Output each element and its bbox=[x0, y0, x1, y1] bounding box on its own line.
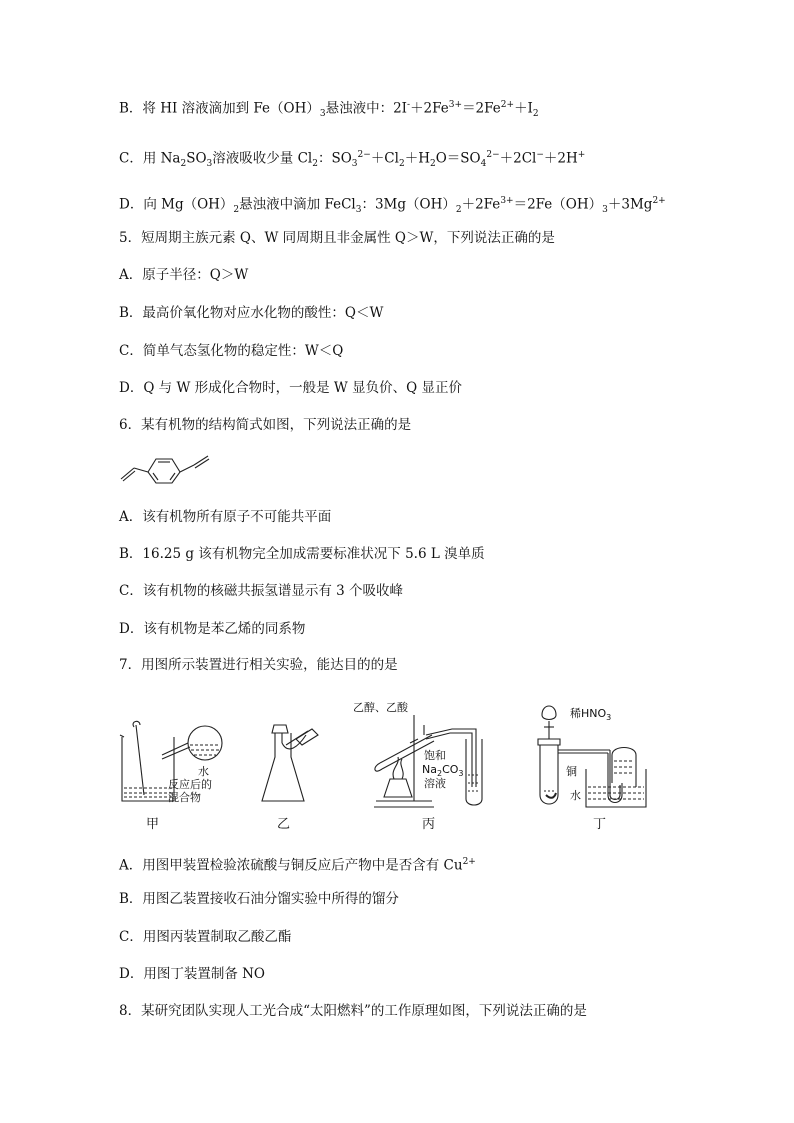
q6-option-d: D．该有机物是苯乙烯的同系物 bbox=[119, 621, 306, 637]
label-mixture-1: 反应后的 bbox=[168, 778, 212, 791]
label-dilute-hno3: 稀$HNO_3$ bbox=[570, 707, 612, 723]
q5-option-d: D．Q 与 W 形成化合物时，一般是 W 显负价、Q 显正价 bbox=[119, 380, 462, 396]
label-water-2: 水 bbox=[570, 789, 581, 802]
caption-bing: 丙 bbox=[422, 817, 436, 832]
label-reactants: 乙醇、乙酸 bbox=[353, 701, 408, 714]
q6-option-a: A．该有机物所有原子不可能共平面 bbox=[119, 509, 332, 525]
apparatus-figure bbox=[110, 695, 670, 835]
q5-option-b: B．最高价氧化物对应水化物的酸性：Q＜W bbox=[119, 305, 384, 321]
q8-stem: 8．某研究团队实现人工光合成“太阳燃料”的工作原理如图，下列说法正确的是 bbox=[119, 1003, 587, 1019]
label-water: 水 bbox=[198, 765, 209, 778]
q5-option-c: C．简单气态氢化物的稳定性：W＜Q bbox=[119, 343, 344, 359]
label-solution: 溶液 bbox=[424, 777, 446, 790]
q7-option-d: D．用图丁装置制备 NO bbox=[119, 966, 265, 982]
label-mixture-2: 混合物 bbox=[168, 791, 201, 804]
label-copper: 铜 bbox=[566, 765, 577, 778]
label-saturated: 饱和 bbox=[424, 749, 446, 762]
label-na2co3: $Na_2CO_3$ bbox=[422, 763, 464, 779]
q7-option-c: C．用图丙装置制取乙酸乙酯 bbox=[119, 929, 292, 945]
q6-option-b: B．16.25 g 该有机物完全加成需要标准状况下 5.6 L 溴单质 bbox=[119, 546, 485, 562]
caption-jia: 甲 bbox=[146, 817, 160, 832]
option-d-prev: D．向 $Mg(OH)_2$悬浊液中滴加 FeCl$_3$：$3Mg(OH)_2+2Fe^{3+}=2Fe(OH)_3+3Mg^{2+}$ bbox=[119, 196, 666, 216]
q5-option-a: A．原子半径：Q＞W bbox=[119, 267, 249, 283]
divinylbenzene-structure bbox=[118, 452, 218, 484]
option-c-prev: C．用 $Na_2SO_3$溶液吸收少量 $Cl_2$：$SO_3^{2-}+Cl_2+H_2O=SO_4^{2-}+2Cl^-+2H^+$ bbox=[119, 150, 586, 170]
q7-stem: 7．用图所示装置进行相关实验，能达目的的是 bbox=[119, 657, 398, 673]
option-b-prev: B．将 HI 溶液滴加到 $Fe(OH)_3$悬浊液中：$2I^-+2Fe^{3+}=2Fe^{2+}+I_2$ bbox=[119, 100, 539, 120]
q6-option-c: C．该有机物的核磁共振氢谱显示有 3 个吸收峰 bbox=[119, 583, 404, 599]
q7-option-b: B．用图乙装置接收石油分馏实验中所得的馏分 bbox=[119, 891, 399, 907]
caption-ding: 丁 bbox=[593, 817, 607, 832]
caption-yi: 乙 bbox=[277, 817, 291, 832]
q6-stem: 6．某有机物的结构简式如图，下列说法正确的是 bbox=[119, 417, 412, 433]
q7-option-a: A．用图甲装置检验浓硫酸与铜反应后产物中是否含有 $Cu^{2+}$ bbox=[119, 857, 476, 874]
q5-stem: 5．短周期主族元素 Q、W 同周期且非金属性 Q＞W，下列说法正确的是 bbox=[119, 230, 555, 246]
